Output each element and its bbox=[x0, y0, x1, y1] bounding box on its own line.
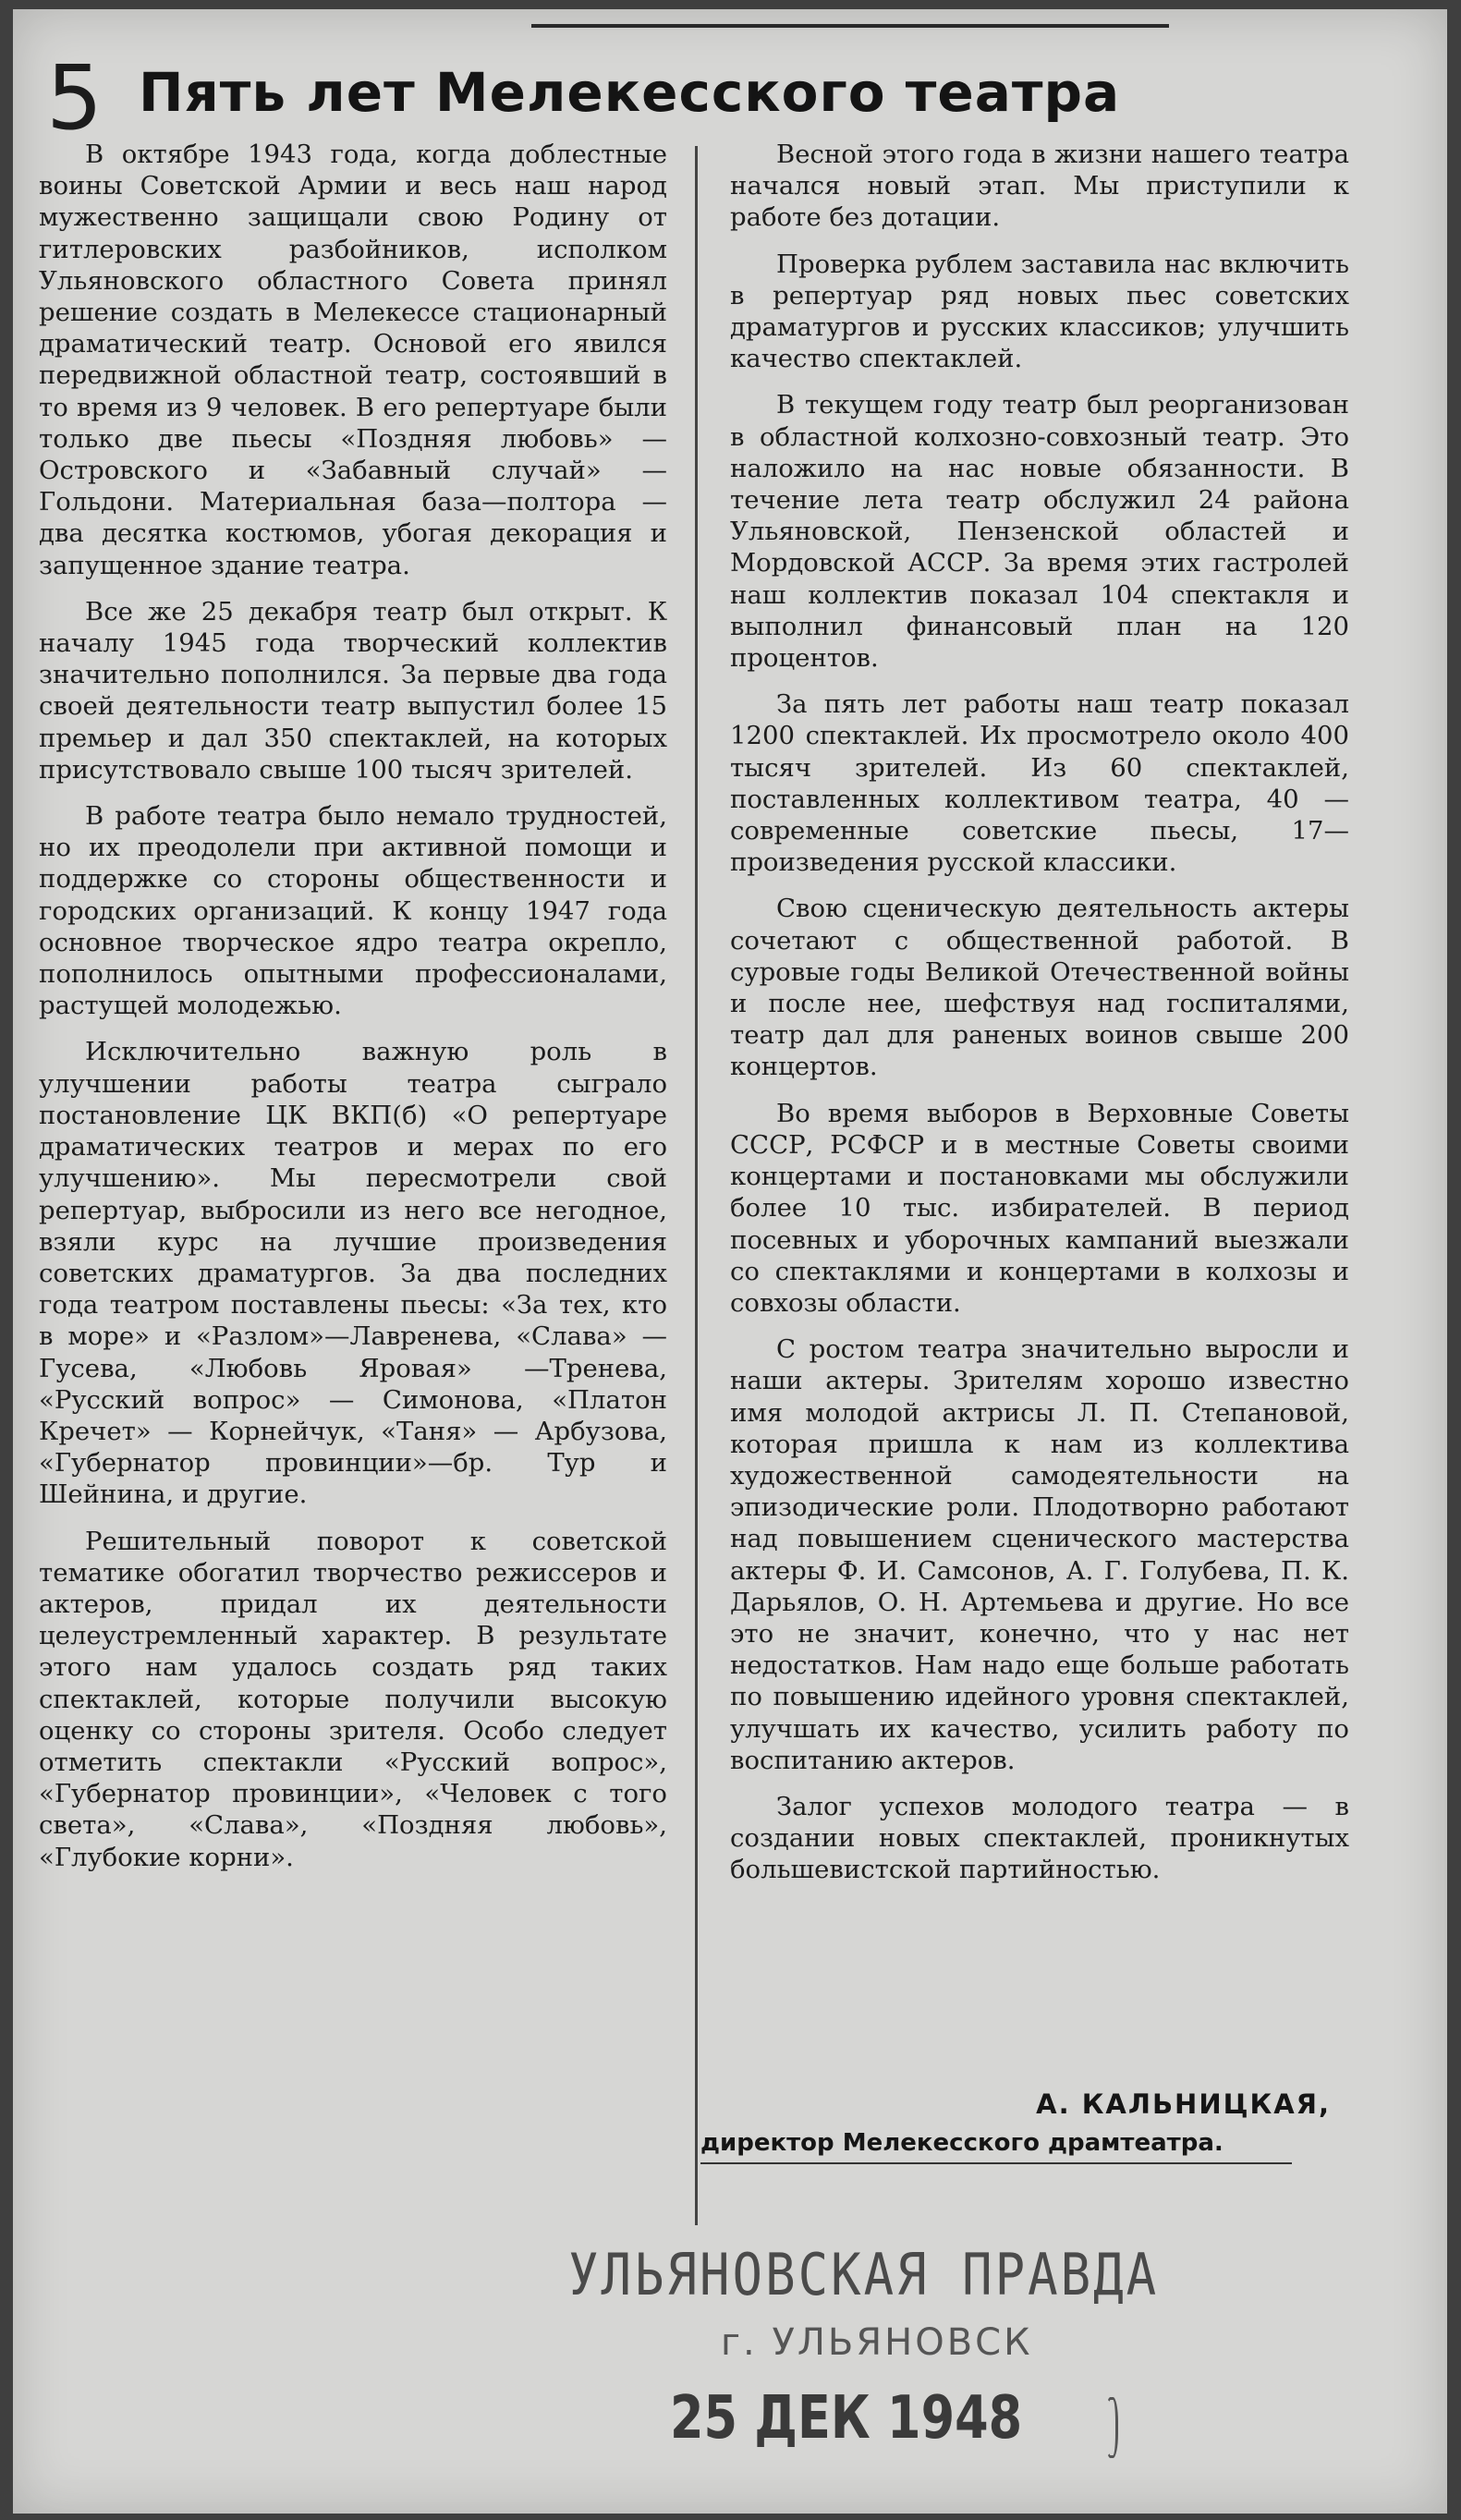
paragraph: Исключительно важную роль в улучшении работы театра сыграло постановление ЦК ВКП(б) «О репертуаре драматических театров и мерах по его улучшению». Мы пересмотрели свой репертуар, выбросили из него все негодное, взяли курс на лучшие произведения советских драматургов. За два последних года театром поставлены пьесы: «За тех, кто в море» и «Разлом»—Лавренева, «Слава» — Гусева, «Любовь Яровая» —Тренева, «Русский вопрос» — Симонова, «Платон Кречет» — Корнейчук, «Таня» — Арбузова, «Губернатор провинции»—бр. Тур и Шейнина, и другие. bbox=[39, 1037, 667, 1510]
paragraph: Все же 25 декабря театр был открыт. К началу 1945 года творческий коллектив значительно пополнился. За первые два года своей деятельности театр выпустил более 15 премьер и дал 350 спектаклей, на которых присутствовало свыше 100 тысяч зрителей. bbox=[39, 596, 667, 785]
handwritten-number: 5 bbox=[46, 46, 103, 150]
paragraph: Решительный поворот к советской тематике обогатил творчество режиссеров и актеров, придал их деятельности целеустремленный характер. В результате этого нам удалось создать ряд таких спектаклей, которые получили высокую оценку со стороны зрителя. Особо следует отметить спектакли «Русский вопрос», «Губернатор провинции», «Человек с того света», «Слава», «Поздняя любовь», «Глубокие корни». bbox=[39, 1526, 667, 1872]
paragraph: В работе театра было немало трудностей, но их преодолели при активной помощи и поддержке со стороны общественности и городских организаций. К концу 1947 года основное творческое ядро театра окрепло, пополнилось опытными профессионалами, растущей молодежью. bbox=[39, 801, 667, 1021]
author-title: директор Мелекесского драмтеатра. bbox=[700, 2129, 1224, 2157]
paragraph: Весной этого года в жизни нашего театра начался новый этап. Мы приступили к работе без дотации. bbox=[730, 140, 1349, 233]
right-column bbox=[730, 139, 1349, 1901]
newspaper-name-stamp: УЛЬЯНОВСКАЯ ПРАВДА bbox=[568, 2241, 1160, 2308]
paragraph: Проверка рублем заставила нас включить в репертуар ряд новых пьес советских драматургов и русских классиков; улучшить качество спектаклей. bbox=[730, 249, 1349, 374]
city-stamp: г. УЛЬЯНОВСК bbox=[721, 2321, 1033, 2364]
paragraph: В октябре 1943 года, когда доблестные воины Советской Армии и весь наш народ мужественно защищали свою Родину от гитлеровских разбойников, исполком Ульяновского областного Совета принял решение создать в Мелекессе стационарный драматический театр. Основой его явился передвижной областной театр, состоявший в то время из 9 человек. В его репертуаре были только две пьесы «Поздняя любовь» — Островского и «Забавный случай» — Гольдони. Материальная база—полтора — два десятка костюмов, убогая декорация и запущенное здание театра. bbox=[39, 140, 667, 580]
paragraph: За пять лет работы наш театр показал 1200 спектаклей. Их просмотрело около 400 тысяч зрителей. Из 60 спектаклей, поставленных коллективом театра, 40 — современные советские пьесы, 17—произведения русской классики. bbox=[730, 689, 1349, 878]
pencil-mark bbox=[1105, 2397, 1118, 2458]
author-signature: А. КАЛЬНИЦКАЯ, bbox=[1036, 2088, 1331, 2120]
bottom-rule bbox=[700, 2162, 1292, 2164]
paragraph: В текущем году театр был реорганизован в областной колхозно-совхозный театр. Это наложило на нас новые обязанности. В течение лета театр обслужил 24 района Ульяновской, Пензенской областей и Мордовской АССР. За время этих гастролей наш коллектив показал 104 спектакля и выполнил финансовый план на 120 процентов. bbox=[730, 390, 1349, 674]
paragraph: Во время выборов в Верховные Советы СССР, РСФСР и в местные Советы своими концертами и постановками мы обслужили более 10 тыс. избирателей. В период посевных и уборочных кампаний выезжали со спектаклями и концертами в колхозы и совхозы области. bbox=[730, 1098, 1349, 1318]
top-rule bbox=[531, 24, 1169, 28]
column-divider bbox=[695, 146, 698, 2225]
article-title: Пять лет Мелекесского театра bbox=[139, 61, 1121, 124]
paragraph: Залог успехов молодого театра — в создании новых спектаклей, проникнутых большевистской партийностью. bbox=[730, 1791, 1349, 1885]
date-stamp: 25 ДЕК 1948 bbox=[670, 2384, 1023, 2453]
left-column bbox=[39, 139, 667, 1888]
paragraph: Свою сценическую деятельность актеры сочетают с общественной работой. В суровые годы Великой Отечественной войны и после нее, шефствуя над госпиталями, театр дал для раненых воинов свыше 200 концертов. bbox=[730, 894, 1349, 1082]
paragraph: С ростом театра значительно выросли и наши актеры. Зрителям хорошо известно имя молодой актрисы Л. П. Степановой, которая пришла к нам из коллектива художественной самодеятельности на эпизодические роли. Плодотворно работают над повышением сценического мастерства актеры Ф. И. Самсонов, А. Г. Голубева, П. К. Дарьялов, О. Н. Артемьева и другие. Но все это не значит, конечно, что у нас нет недостатков. Нам надо еще больше работать по повышению идейного уровня спектаклей, улучшать их качество, усилить работу по воспитанию актеров. bbox=[730, 1334, 1349, 1775]
